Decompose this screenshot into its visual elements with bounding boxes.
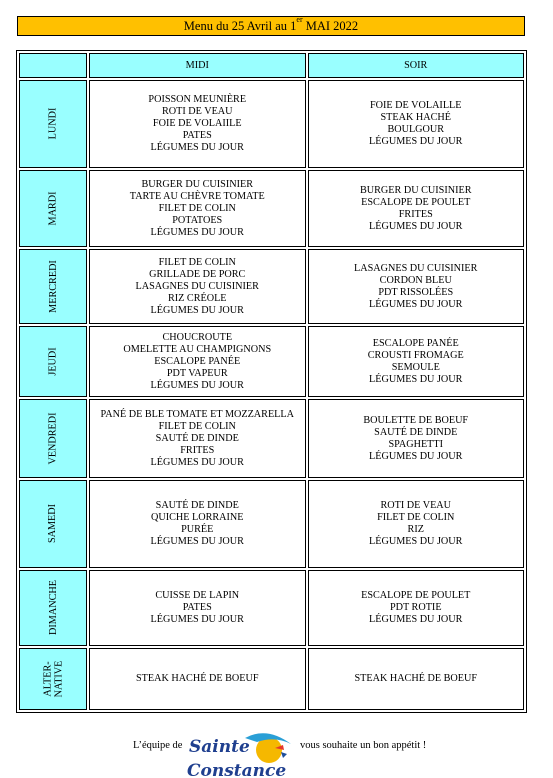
day-label: DIMANCHE: [47, 580, 59, 635]
soir-cell: [308, 249, 525, 324]
dish-item: PURÉE: [181, 524, 214, 535]
midi-dish-list: [90, 332, 305, 392]
dish-item: PANÉ DE BLE TOMATE ET MOZZARELLA: [100, 408, 294, 420]
dish-item: RIZ: [407, 524, 424, 535]
dish-item: ESCALOPE PANÉE: [372, 337, 459, 349]
dish-item: TARTE AU CHÈVRE TOMATE: [129, 190, 265, 202]
soir-dish-list: [309, 590, 524, 626]
midi-dish-list: [90, 94, 305, 154]
soir-dish-list: [309, 338, 524, 386]
dish-item: LÉGUMES DU JOUR: [150, 536, 244, 547]
soir-dish-list: [309, 185, 524, 233]
dish-item: ESCALOPE DE POULET: [361, 196, 471, 208]
soir-dish-list: [309, 500, 524, 548]
dish-item: CORDON BLEU: [379, 274, 452, 286]
dish-item: LÉGUMES DU JOUR: [369, 136, 463, 147]
dish-item: LASAGNES DU CUISINIER: [135, 280, 259, 292]
dish-item: LÉGUMES DU JOUR: [369, 450, 463, 462]
day-row: [19, 326, 524, 397]
dish-item: ESCALOPE PANÉE: [154, 355, 241, 367]
midi-cell: [89, 80, 306, 168]
dish-item: FILET DE COLIN: [377, 512, 455, 523]
dish-item: ESCALOPE DE POULET: [361, 590, 471, 601]
dish-item: SAUTÉ DE DINDE: [374, 426, 458, 438]
dish-item: CROUSTI FROMAGE: [367, 349, 464, 361]
day-label-cell: [19, 326, 87, 397]
day-label: MERCREDI: [47, 259, 59, 313]
dish-item: PDT ROTIE: [389, 602, 442, 613]
dish-item: FRITES: [398, 208, 433, 220]
dish-item: LÉGUMES DU JOUR: [369, 220, 463, 232]
dish-item: LÉGUMES DU JOUR: [150, 614, 244, 625]
midi-cell: [89, 399, 306, 478]
dish-item: POTATOES: [172, 214, 223, 226]
midi-cell: [89, 480, 306, 568]
dish-item: LÉGUMES DU JOUR: [150, 379, 244, 391]
day-label-line: NATIVE: [53, 660, 64, 697]
dish-item: LÉGUMES DU JOUR: [150, 142, 244, 153]
dish-item: LÉGUMES DU JOUR: [150, 226, 244, 238]
day-label: LUNDI: [47, 107, 59, 140]
midi-cell: [89, 249, 306, 324]
dish-item: QUICHE LORRAINE: [150, 512, 244, 523]
column-header-midi: MIDI: [89, 53, 306, 78]
dish-item: CHOUCROUTE: [162, 331, 233, 343]
midi-dish-list: [90, 500, 305, 548]
day-label-cell: [19, 399, 87, 478]
dish-item: BURGER DU CUISINIER: [359, 184, 472, 196]
day-label: MARDI: [47, 191, 59, 225]
svg-text:Sainte: Sainte: [189, 737, 250, 757]
dish-item: LÉGUMES DU JOUR: [150, 304, 244, 316]
header-row: [19, 53, 524, 78]
dish-item: PATES: [182, 130, 212, 141]
dish-item: PDT VAPEUR: [166, 367, 228, 379]
dish-item: LÉGUMES DU JOUR: [150, 456, 244, 468]
soir-cell: [308, 480, 525, 568]
title-suffix: MAI 2022: [302, 19, 359, 33]
midi-dish-list: [90, 673, 305, 685]
day-row: [19, 648, 524, 710]
soir-cell: [308, 80, 525, 168]
dish-item: BOULETTE DE BOEUF: [363, 414, 469, 426]
dish-item: SAUTÉ DE DINDE: [155, 432, 239, 444]
dish-item: CUISSE DE LAPIN: [155, 590, 240, 601]
dish-item: FILET DE COLIN: [158, 202, 236, 214]
corner-cell: [19, 53, 87, 78]
soir-dish-list: [309, 673, 524, 685]
dish-item: FRITES: [180, 444, 215, 456]
menu-table-body: [19, 53, 524, 710]
footer-text-right: vous souhaite un bon appétit !: [300, 740, 427, 751]
midi-cell: [89, 326, 306, 397]
soir-dish-list: [309, 415, 524, 463]
title-superscript: er: [296, 15, 303, 24]
day-label: [42, 660, 64, 697]
footer-text-left: L’équipe de: [133, 740, 183, 751]
menu-table: [16, 50, 527, 713]
soir-cell: [308, 648, 525, 710]
dish-item: SAUTÉ DE DINDE: [155, 500, 239, 511]
dish-item: LÉGUMES DU JOUR: [369, 298, 463, 310]
soir-dish-list: [309, 100, 524, 148]
soir-dish-list: [309, 263, 524, 311]
dish-item: PATES: [182, 602, 212, 613]
svg-text:Constance: Constance: [187, 761, 287, 778]
soir-cell: [308, 570, 525, 646]
dish-item: POISSON MEUNIÈRE: [148, 94, 247, 105]
soir-cell: [308, 399, 525, 478]
dish-item: ROTI DE VEAU: [380, 500, 452, 511]
soir-cell: [308, 170, 525, 247]
dish-item: STEAK HACHÉ DE BOEUF: [135, 673, 259, 684]
day-row: [19, 249, 524, 324]
day-label-cell: [19, 249, 87, 324]
midi-cell: [89, 170, 306, 247]
day-row: [19, 480, 524, 568]
day-label-cell: [19, 80, 87, 168]
day-label-cell: [19, 170, 87, 247]
column-header-soir: SOIR: [308, 53, 525, 78]
dish-item: LÉGUMES DU JOUR: [369, 373, 463, 385]
midi-dish-list: [90, 179, 305, 239]
day-label-cell: [19, 648, 87, 710]
dish-item: GRILLADE DE PORC: [149, 268, 246, 280]
dish-item: FOIE DE VOLAIILE: [152, 118, 242, 129]
day-row: [19, 170, 524, 247]
day-label: JEUDI: [47, 346, 59, 376]
dish-item: FOIE DE VOLAILLE: [370, 100, 462, 111]
dish-item: PDT RISSOLÉES: [378, 286, 454, 298]
day-label-cell: [19, 480, 87, 568]
day-label: SAMEDI: [47, 503, 59, 544]
dish-item: OMELETTE AU CHAMPIGNONS: [123, 343, 272, 355]
midi-dish-list: [90, 257, 305, 317]
day-row: [19, 80, 524, 168]
dish-item: STEAK HACHÉ: [380, 112, 451, 123]
footer: [0, 728, 553, 778]
dish-item: ROTI DE VEAU: [161, 106, 233, 117]
dish-item: LÉGUMES DU JOUR: [369, 614, 463, 625]
dish-item: LÉGUMES DU JOUR: [369, 536, 463, 547]
dish-item: FILET DE COLIN: [158, 256, 236, 268]
dish-item: BOULGOUR: [387, 124, 445, 135]
midi-cell: [89, 648, 306, 710]
sainte-constance-logo: [187, 728, 295, 778]
dish-item: FILET DE COLIN: [158, 420, 236, 432]
midi-dish-list: [90, 590, 305, 626]
dish-item: SPAGHETTI: [388, 438, 444, 450]
day-row: [19, 570, 524, 646]
day-row: [19, 399, 524, 478]
dish-item: BURGER DU CUISINIER: [141, 178, 253, 190]
title-prefix: Menu du 25 Avril au 1: [183, 19, 297, 33]
dish-item: RIZ CRÉOLE: [167, 292, 227, 304]
day-label: VENDREDI: [47, 411, 59, 465]
day-label-cell: [19, 570, 87, 646]
dish-item: LASAGNES DU CUISINIER: [354, 262, 478, 274]
day-label-line: ALTER-: [42, 660, 53, 697]
soir-cell: [308, 326, 525, 397]
menu-title: [17, 16, 525, 36]
dish-item: STEAK HACHÉ DE BOEUF: [354, 673, 478, 684]
dish-item: SEMOULE: [391, 361, 440, 373]
midi-cell: [89, 570, 306, 646]
midi-dish-list: [90, 409, 305, 469]
